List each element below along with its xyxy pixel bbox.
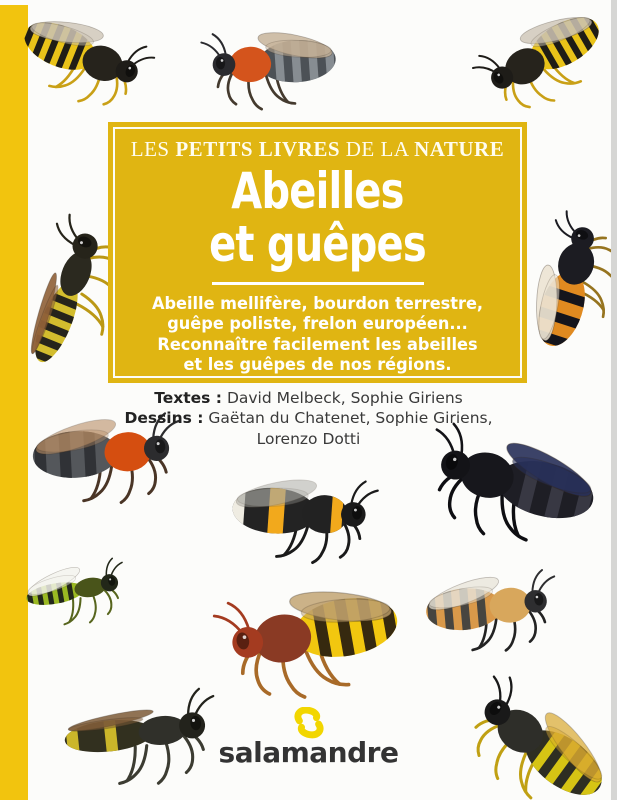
book-title xyxy=(150,162,485,273)
tawny-bee-top-center-illustration xyxy=(162,0,355,129)
series-part-bold: NATURE xyxy=(414,137,505,161)
credits xyxy=(0,388,617,449)
green-sawfly-left-illustration xyxy=(7,532,160,644)
publisher-logo xyxy=(0,707,617,769)
subtitle-line: Abeille mellifère, bourdon terrestre, xyxy=(151,294,484,314)
credits-drawings-2 xyxy=(0,429,617,449)
title-divider xyxy=(212,282,424,285)
texts-names: David Melbeck, Sophie Giriens xyxy=(226,389,463,407)
subtitle-line: et les guêpes de nos régions. xyxy=(183,355,452,376)
book-title-line2: et guêpes xyxy=(209,214,426,273)
subtitle xyxy=(118,294,516,376)
drawings-label: Dessins : xyxy=(124,409,204,428)
title-panel xyxy=(108,122,527,383)
credits-texts xyxy=(0,388,617,408)
series-part-bold: PETITS LIVRES xyxy=(175,137,341,161)
series-part: DE LA xyxy=(340,137,415,161)
subtitle-line: guêpe poliste, frelon européen... xyxy=(167,314,468,335)
credits-drawings xyxy=(0,408,617,428)
drawings-names: Gaëtan du Chatenet, Sophie Giriens, xyxy=(208,409,493,428)
drawings-names-2: Lorenzo Dotti xyxy=(256,429,361,448)
subtitle-line: Reconnaître facilement les abeilles xyxy=(157,334,478,355)
series-part: LES xyxy=(130,137,176,161)
series-title xyxy=(108,137,527,162)
texts-label: Textes : xyxy=(154,389,223,407)
book-title-line1: Abeilles xyxy=(231,162,404,220)
publisher-wordmark: salamandre xyxy=(218,736,399,769)
salamandre-s-icon xyxy=(289,707,329,739)
